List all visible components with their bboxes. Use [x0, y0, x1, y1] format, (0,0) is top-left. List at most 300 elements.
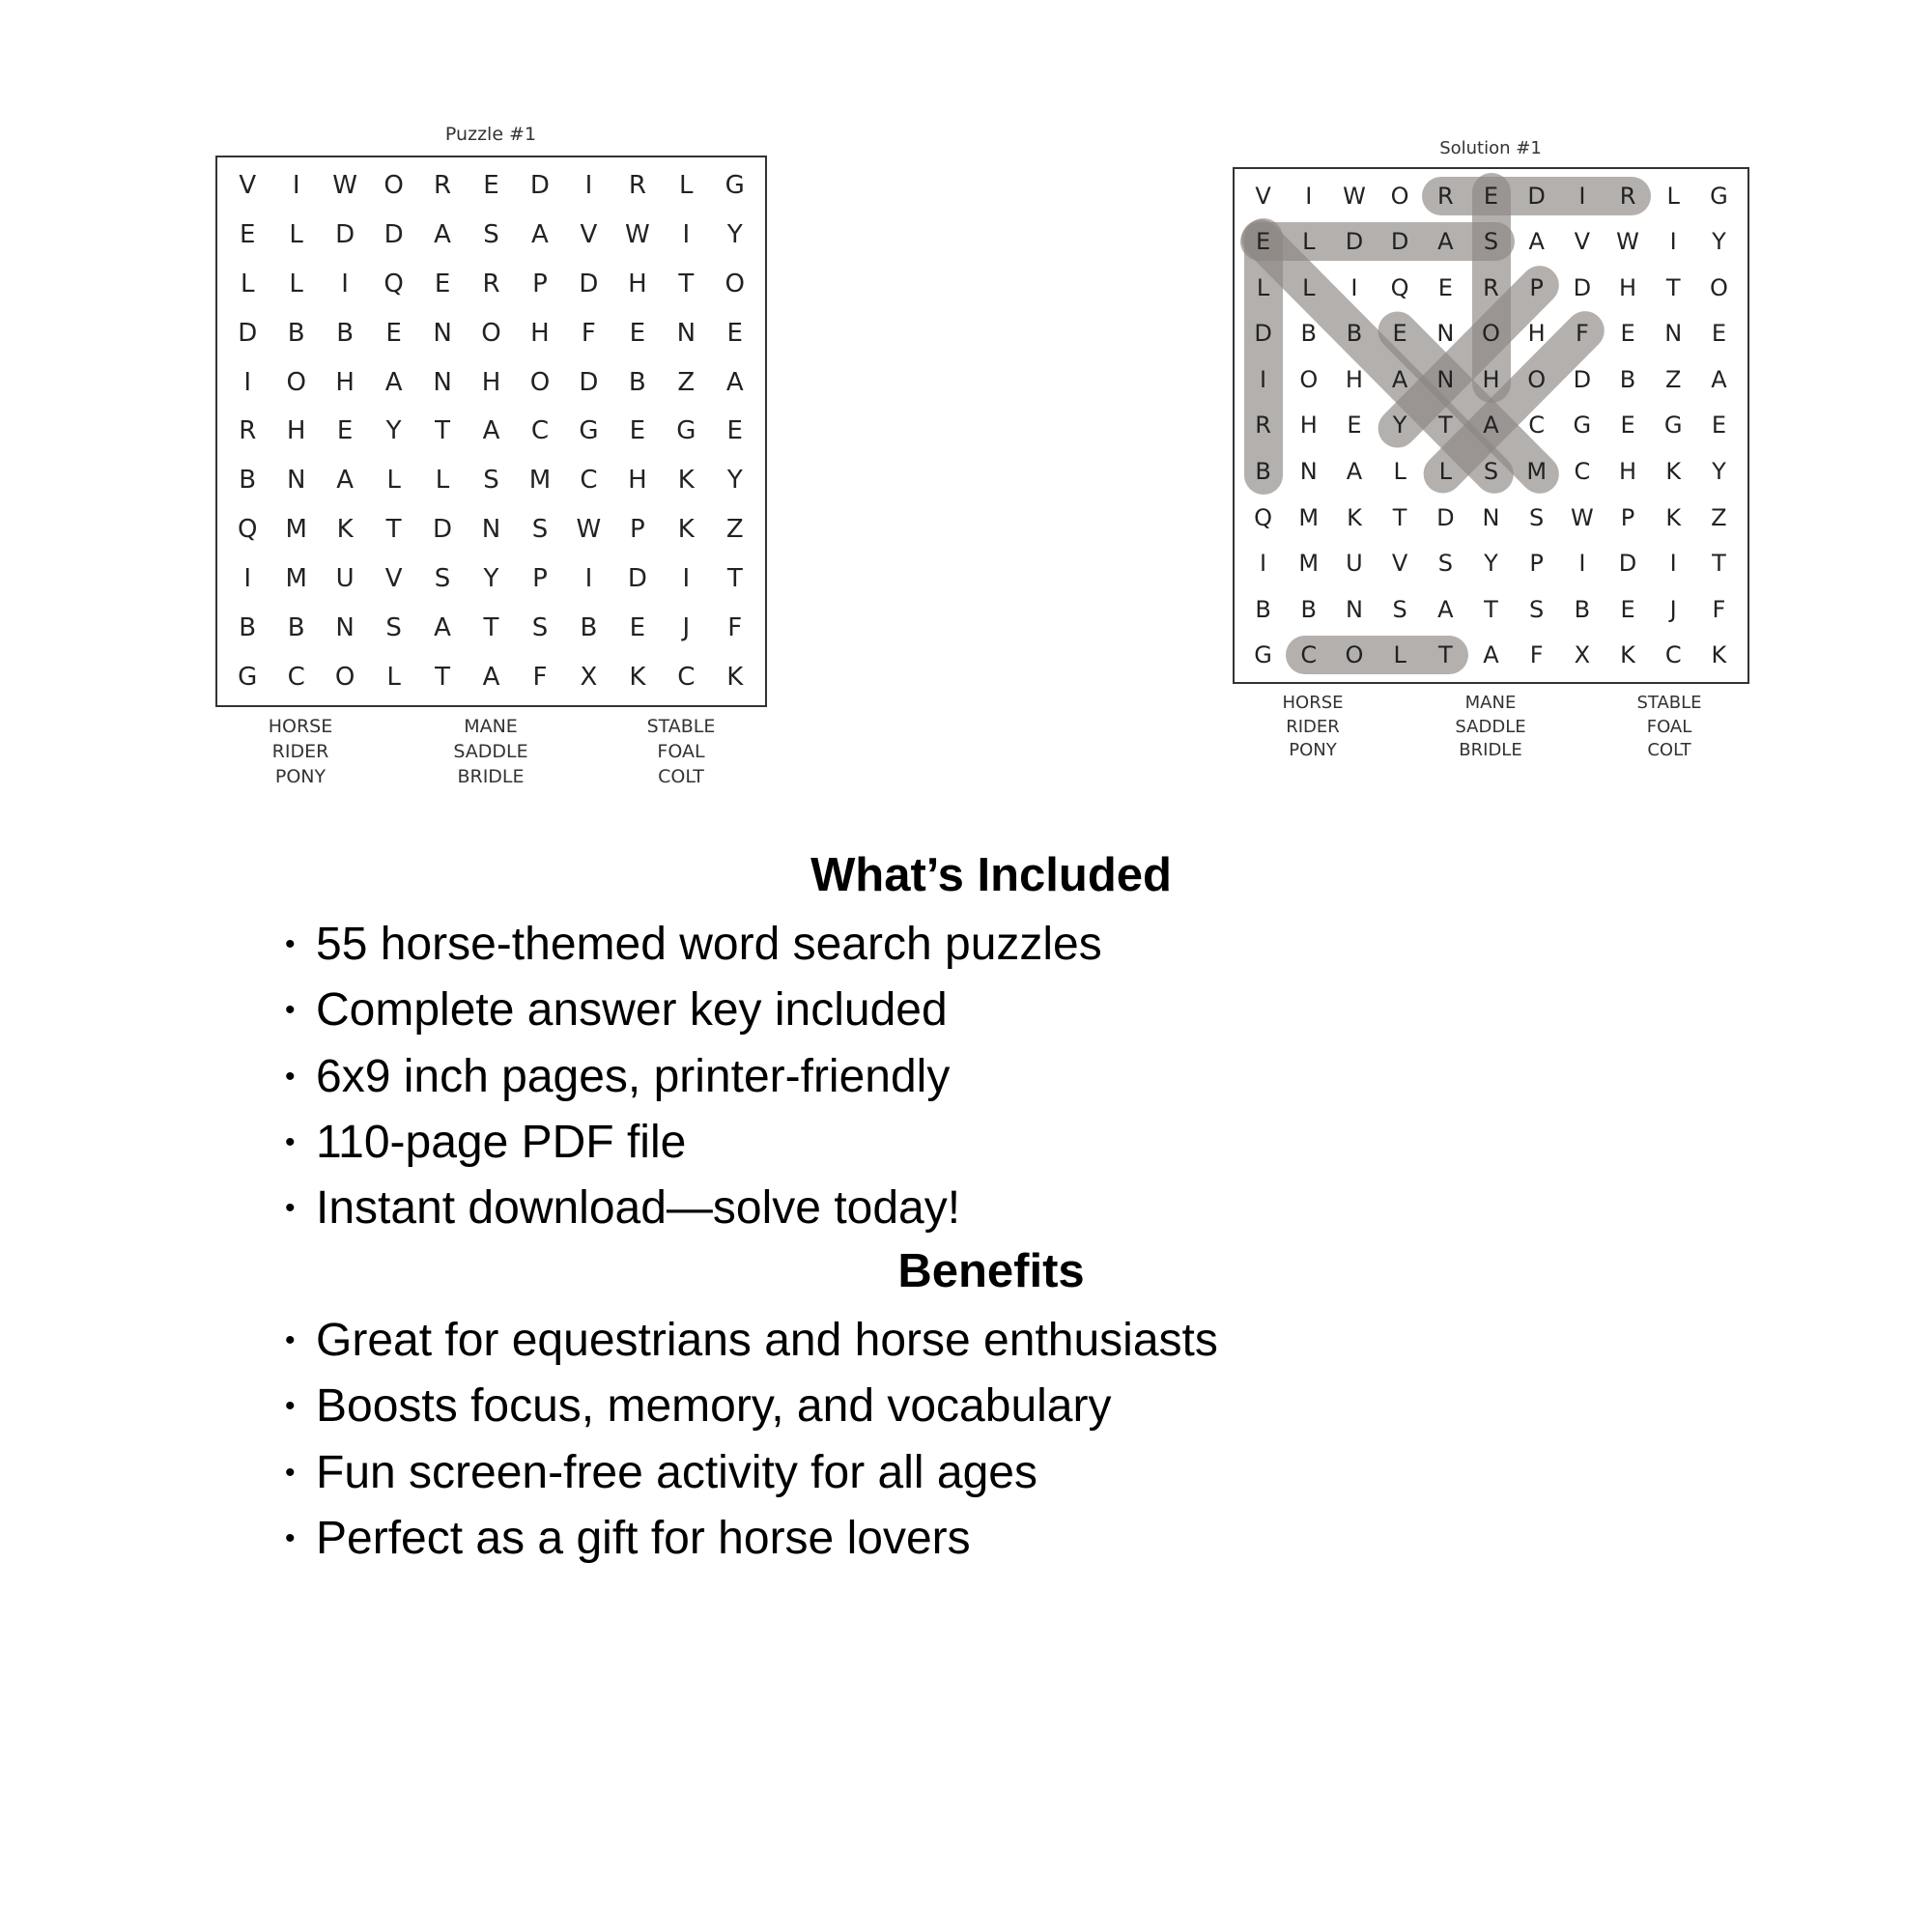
- grid-cell: Z: [1711, 503, 1727, 531]
- list-item-text: 55 horse-themed word search puzzles: [316, 919, 1102, 970]
- grid-cell: O: [384, 171, 404, 201]
- grid-cell: E: [726, 416, 743, 446]
- grid-cell: I: [682, 563, 691, 593]
- grid-cell: K: [726, 662, 744, 692]
- bullet-icon: •: [285, 1125, 296, 1158]
- grid-cell: G: [676, 416, 696, 446]
- grid-cell: E: [1620, 412, 1635, 440]
- grid-cell: W: [576, 515, 602, 545]
- grid-cell: V: [1255, 182, 1271, 210]
- grid-cell: W: [624, 220, 650, 250]
- grid-cell: H: [1619, 273, 1637, 301]
- grid-cell: W: [332, 171, 357, 201]
- bullet-icon: •: [285, 1192, 296, 1225]
- grid-cell: R: [239, 416, 257, 446]
- grid-cell: Q: [1390, 273, 1409, 301]
- grid-cell: P: [1620, 503, 1635, 531]
- grid-cell: C: [1664, 641, 1682, 669]
- grid-cell: B: [239, 466, 257, 496]
- grid-cell: L: [1393, 458, 1406, 486]
- grid-cell: B: [1300, 320, 1317, 348]
- grid-cell: N: [286, 466, 306, 496]
- grid-cell: D: [529, 171, 550, 201]
- grid-cell: I: [1669, 228, 1677, 256]
- grid-cell: Y: [1484, 550, 1498, 578]
- grid-cell: R: [1619, 182, 1636, 210]
- grid-cell: S: [1392, 595, 1407, 623]
- grid-cell: K: [1347, 503, 1362, 531]
- grid-cell: Z: [725, 515, 744, 545]
- grid-cell: I: [1578, 550, 1586, 578]
- grid-cell: O: [481, 318, 501, 348]
- grid-cell: P: [1529, 550, 1544, 578]
- grid-cell: Y: [726, 220, 743, 250]
- grid-cell: E: [1711, 412, 1726, 440]
- grid-cell: I: [243, 563, 252, 593]
- bullet-icon: •: [285, 928, 296, 960]
- grid-cell: B: [239, 612, 257, 642]
- grid-cell: E: [1392, 320, 1407, 348]
- grid-cell: T: [1484, 595, 1498, 623]
- benefits-list: [285, 1308, 1218, 1572]
- grid-cell: B: [1574, 595, 1591, 623]
- grid-cell: A: [1437, 228, 1454, 256]
- list-item-text: Great for equestrians and horse enthusiasts: [316, 1315, 1218, 1366]
- grid-cell: D: [238, 318, 258, 348]
- grid-cell: O: [1482, 320, 1500, 348]
- grid-cell: L: [1256, 273, 1270, 301]
- grid-cell: M: [1526, 458, 1548, 486]
- grid-cell: E: [726, 318, 743, 348]
- word: MANE: [1464, 693, 1517, 713]
- grid-cell: A: [531, 220, 549, 250]
- bullet-icon: •: [285, 994, 296, 1027]
- grid-cell: S: [1529, 503, 1545, 531]
- grid-cell: H: [1482, 365, 1500, 393]
- grid-cell: V: [1391, 550, 1408, 578]
- grid-cell: E: [483, 171, 499, 201]
- word: STABLE: [646, 716, 716, 737]
- grid-cell: A: [434, 220, 451, 250]
- grid-cell: D: [579, 367, 599, 397]
- word: COLT: [658, 766, 704, 787]
- grid-cell: O: [1299, 365, 1319, 393]
- grid-cell: E: [1711, 320, 1726, 348]
- grid-cell: B: [1619, 365, 1636, 393]
- grid-cell: Y: [1392, 412, 1407, 440]
- puzzle-word-list-3: [647, 714, 716, 789]
- grid-cell: H: [335, 367, 355, 397]
- grid-cell: S: [385, 612, 402, 642]
- grid-cell: T: [435, 416, 450, 446]
- grid-cell: P: [532, 270, 548, 299]
- grid-cell: T: [483, 612, 499, 642]
- grid-cell: O: [1527, 365, 1547, 393]
- grid-cell: H: [286, 416, 306, 446]
- grid-cell: K: [1665, 503, 1682, 531]
- grid-cell: X: [1574, 641, 1591, 669]
- grid-cell: M: [285, 563, 307, 593]
- grid-cell: D: [627, 563, 647, 593]
- grid-cell: E: [336, 416, 354, 446]
- grid-cell: S: [1483, 228, 1499, 256]
- grid-cell: D: [1527, 182, 1546, 210]
- list-item: [285, 978, 1102, 1043]
- grid-cell: L: [1666, 182, 1680, 210]
- grid-cell: E: [1620, 320, 1635, 348]
- grid-cell: H: [481, 367, 501, 397]
- grid-cell: H: [1527, 320, 1546, 348]
- grid-cell: E: [1347, 412, 1362, 440]
- word: SADDLE: [1455, 716, 1526, 737]
- grid-cell: E: [385, 318, 402, 348]
- grid-cell: I: [243, 367, 252, 397]
- word: PONY: [1289, 740, 1337, 760]
- grid-cell: F: [1575, 320, 1589, 348]
- grid-cell: S: [1529, 595, 1545, 623]
- grid-cell: L: [386, 466, 401, 496]
- grid-cell: O: [334, 662, 355, 692]
- grid-cell: L: [1438, 458, 1452, 486]
- grid-cell: L: [1302, 273, 1316, 301]
- list-item-text: Boosts focus, memory, and vocabulary: [316, 1380, 1112, 1433]
- grid-cell: I: [1578, 182, 1586, 210]
- grid-cell: A: [434, 612, 451, 642]
- grid-cell: Q: [1254, 503, 1273, 531]
- grid-cell: W: [1343, 182, 1366, 210]
- grid-cell: Q: [237, 515, 258, 545]
- grid-cell: E: [629, 318, 646, 348]
- bullet-icon: •: [285, 1324, 296, 1356]
- grid-cell: W: [1616, 228, 1639, 256]
- grid-cell: D: [433, 515, 453, 545]
- grid-cell: C: [1300, 641, 1318, 669]
- grid-cell: B: [1346, 320, 1363, 348]
- list-item: [285, 1110, 1102, 1176]
- word: RIDER: [271, 741, 329, 762]
- grid-cell: U: [335, 563, 355, 593]
- grid-cell: L: [289, 270, 303, 299]
- word: MANE: [464, 716, 518, 737]
- puzzle-letter-grid: [217, 157, 765, 705]
- list-item-text: Instant download—solve today!: [316, 1182, 961, 1235]
- grid-cell: O: [1709, 273, 1728, 301]
- grid-cell: H: [530, 318, 550, 348]
- grid-cell: D: [1254, 320, 1272, 348]
- grid-cell: G: [724, 171, 745, 201]
- grid-cell: C: [1574, 458, 1591, 486]
- grid-cell: D: [1573, 365, 1592, 393]
- grid-cell: L: [386, 662, 401, 692]
- puzzle-grid: [215, 156, 767, 707]
- grid-cell: L: [679, 171, 694, 201]
- grid-cell: Y: [385, 416, 402, 446]
- grid-cell: L: [289, 220, 303, 250]
- solution-word-list-3: [1636, 692, 1701, 763]
- grid-cell: S: [531, 515, 549, 545]
- grid-cell: Y: [1712, 458, 1726, 486]
- grid-cell: S: [1437, 550, 1453, 578]
- grid-cell: O: [724, 270, 745, 299]
- grid-cell: C: [287, 662, 305, 692]
- grid-cell: Z: [1664, 365, 1682, 393]
- grid-cell: N: [1482, 503, 1500, 531]
- grid-cell: G: [1254, 641, 1272, 669]
- list-item: [285, 1374, 1218, 1439]
- grid-cell: X: [580, 662, 598, 692]
- grid-cell: T: [726, 563, 743, 593]
- grid-cell: H: [1299, 412, 1318, 440]
- section-heading-benefits: Benefits: [897, 1245, 1085, 1297]
- grid-cell: A: [1483, 641, 1499, 669]
- grid-cell: K: [1711, 641, 1727, 669]
- grid-cell: A: [725, 367, 744, 397]
- grid-cell: F: [1712, 595, 1726, 623]
- grid-cell: N: [433, 318, 452, 348]
- grid-cell: A: [1483, 412, 1499, 440]
- word: STABLE: [1636, 693, 1702, 713]
- grid-cell: S: [483, 466, 499, 496]
- solution-word-list-2: [1455, 692, 1525, 763]
- grid-cell: B: [1300, 595, 1317, 623]
- grid-cell: I: [584, 563, 593, 593]
- grid-cell: M: [1298, 503, 1320, 531]
- grid-cell: I: [682, 220, 691, 250]
- grid-cell: C: [1528, 412, 1546, 440]
- grid-cell: A: [1437, 595, 1454, 623]
- grid-cell: F: [532, 662, 548, 692]
- grid-cell: S: [1483, 458, 1499, 486]
- grid-cell: N: [1345, 595, 1363, 623]
- grid-cell: V: [580, 220, 598, 250]
- grid-cell: V: [1574, 228, 1591, 256]
- grid-cell: B: [287, 612, 305, 642]
- grid-cell: R: [482, 270, 500, 299]
- grid-cell: A: [1346, 458, 1363, 486]
- grid-cell: A: [1711, 365, 1727, 393]
- grid-cell: D: [579, 270, 599, 299]
- word: RIDER: [1286, 716, 1340, 737]
- list-item: [285, 1506, 1218, 1572]
- grid-cell: S: [531, 612, 549, 642]
- grid-cell: M: [1298, 550, 1320, 578]
- grid-cell: I: [1260, 550, 1267, 578]
- grid-cell: N: [676, 318, 696, 348]
- grid-cell: S: [483, 220, 499, 250]
- word: COLT: [1647, 740, 1691, 760]
- grid-cell: D: [335, 220, 355, 250]
- grid-cell: I: [1260, 365, 1267, 393]
- grid-cell: O: [1345, 641, 1364, 669]
- grid-cell: R: [1436, 182, 1454, 210]
- grid-cell: D: [1618, 550, 1637, 578]
- grid-cell: T: [1437, 641, 1453, 669]
- grid-cell: N: [1436, 320, 1455, 348]
- grid-cell: M: [528, 466, 552, 496]
- grid-cell: K: [336, 515, 354, 545]
- grid-cell: F: [727, 612, 743, 642]
- solution-word-list-1: [1282, 692, 1343, 763]
- grid-cell: H: [628, 270, 647, 299]
- grid-cell: I: [1669, 550, 1677, 578]
- grid-cell: E: [1256, 228, 1271, 256]
- grid-cell: E: [629, 612, 646, 642]
- solution-letter-grid: [1235, 169, 1747, 682]
- grid-cell: K: [1620, 641, 1635, 669]
- grid-cell: R: [628, 171, 646, 201]
- grid-cell: E: [629, 416, 646, 446]
- grid-cell: V: [384, 563, 403, 593]
- bullet-icon: •: [285, 1390, 296, 1423]
- list-item-text: Fun screen-free activity for all ages: [316, 1446, 1037, 1498]
- grid-cell: H: [1619, 458, 1637, 486]
- grid-cell: E: [1437, 273, 1453, 301]
- grid-cell: Q: [384, 270, 404, 299]
- list-item: [285, 1176, 1102, 1241]
- grid-cell: Z: [677, 367, 696, 397]
- grid-cell: F: [581, 318, 596, 348]
- grid-cell: P: [630, 515, 645, 545]
- grid-cell: A: [384, 367, 403, 397]
- grid-cell: G: [579, 416, 599, 446]
- list-item-text: Complete answer key included: [316, 984, 948, 1037]
- grid-cell: R: [1255, 412, 1271, 440]
- bullet-icon: •: [285, 1456, 296, 1489]
- grid-cell: B: [336, 318, 355, 348]
- list-item-text: 110-page PDF file: [316, 1116, 687, 1168]
- grid-cell: D: [1573, 273, 1592, 301]
- grid-cell: D: [1436, 503, 1455, 531]
- word: FOAL: [657, 741, 705, 762]
- grid-cell: B: [287, 318, 305, 348]
- word: HORSE: [268, 716, 333, 737]
- grid-cell: E: [240, 220, 256, 250]
- grid-cell: E: [434, 270, 451, 299]
- list-item: [285, 1044, 1102, 1110]
- grid-cell: K: [677, 466, 695, 496]
- grid-cell: Y: [483, 563, 499, 593]
- word: BRIDLE: [1459, 740, 1522, 760]
- grid-cell: D: [1390, 228, 1409, 256]
- grid-cell: E: [1483, 182, 1499, 210]
- puzzle-word-list-2: [453, 714, 527, 789]
- grid-cell: N: [481, 515, 501, 545]
- word: HORSE: [1282, 693, 1344, 713]
- whats-included-list: [285, 912, 1102, 1241]
- grid-cell: J: [682, 612, 691, 642]
- puzzle-title: Puzzle #1: [444, 124, 537, 145]
- solution-grid: [1233, 167, 1749, 684]
- grid-cell: Y: [1712, 228, 1726, 256]
- grid-cell: H: [1345, 365, 1363, 393]
- word: BRIDLE: [457, 766, 525, 787]
- grid-cell: B: [628, 367, 646, 397]
- grid-cell: L: [435, 466, 450, 496]
- grid-cell: T: [1437, 412, 1453, 440]
- grid-cell: H: [628, 466, 647, 496]
- list-item: [285, 1308, 1218, 1374]
- grid-cell: F: [1529, 641, 1544, 669]
- grid-cell: R: [1483, 273, 1499, 301]
- word: SADDLE: [453, 741, 528, 762]
- grid-cell: G: [238, 662, 258, 692]
- bullet-icon: •: [285, 1521, 296, 1554]
- grid-cell: P: [1529, 273, 1544, 301]
- list-item-text: Perfect as a gift for horse lovers: [316, 1512, 971, 1564]
- word: FOAL: [1646, 716, 1692, 737]
- grid-cell: N: [1299, 458, 1318, 486]
- grid-cell: A: [482, 662, 500, 692]
- grid-cell: C: [677, 662, 696, 692]
- list-item-text: 6x9 inch pages, printer-friendly: [316, 1050, 951, 1102]
- list-item: [285, 1440, 1218, 1506]
- solution-title: Solution #1: [1439, 138, 1542, 158]
- grid-cell: Y: [726, 466, 743, 496]
- grid-cell: I: [341, 270, 349, 299]
- grid-cell: B: [580, 612, 598, 642]
- grid-cell: T: [1665, 273, 1681, 301]
- grid-cell: N: [1664, 320, 1683, 348]
- grid-cell: J: [1669, 595, 1677, 623]
- grid-cell: T: [435, 662, 450, 692]
- grid-cell: A: [482, 416, 500, 446]
- grid-cell: W: [1570, 503, 1594, 531]
- grid-cell: T: [1712, 550, 1726, 578]
- grid-cell: R: [434, 171, 452, 201]
- grid-cell: P: [532, 563, 548, 593]
- grid-cell: U: [1346, 550, 1363, 578]
- grid-cell: I: [1350, 273, 1358, 301]
- grid-cell: E: [1620, 595, 1635, 623]
- grid-cell: N: [335, 612, 355, 642]
- grid-cell: O: [529, 367, 551, 397]
- grid-cell: L: [1302, 228, 1316, 256]
- section-heading-whats-included: What’s Included: [810, 849, 1172, 901]
- grid-cell: M: [285, 515, 307, 545]
- grid-cell: C: [580, 466, 598, 496]
- grid-cell: A: [1528, 228, 1545, 256]
- grid-cell: I: [1305, 182, 1313, 210]
- grid-cell: D: [384, 220, 404, 250]
- grid-cell: B: [1255, 458, 1271, 486]
- grid-cell: B: [1255, 595, 1271, 623]
- grid-cell: D: [1345, 228, 1364, 256]
- grid-cell: A: [336, 466, 355, 496]
- grid-cell: L: [240, 270, 255, 299]
- grid-cell: T: [385, 515, 402, 545]
- bullet-icon: •: [285, 1060, 296, 1093]
- grid-cell: G: [1710, 182, 1728, 210]
- grid-cell: I: [292, 171, 300, 201]
- puzzle-word-list-1: [269, 714, 333, 789]
- grid-cell: A: [1391, 365, 1408, 393]
- grid-cell: L: [1393, 641, 1406, 669]
- grid-cell: K: [629, 662, 646, 692]
- grid-cell: K: [677, 515, 695, 545]
- grid-cell: V: [239, 171, 257, 201]
- grid-cell: O: [286, 367, 306, 397]
- grid-cell: G: [1573, 412, 1592, 440]
- grid-cell: N: [433, 367, 452, 397]
- grid-cell: G: [1663, 412, 1683, 440]
- word: PONY: [274, 766, 327, 787]
- grid-cell: K: [1665, 458, 1682, 486]
- grid-cell: T: [678, 270, 695, 299]
- grid-cell: N: [1436, 365, 1455, 393]
- grid-cell: I: [584, 171, 593, 201]
- grid-cell: C: [530, 416, 550, 446]
- grid-cell: O: [1390, 182, 1409, 210]
